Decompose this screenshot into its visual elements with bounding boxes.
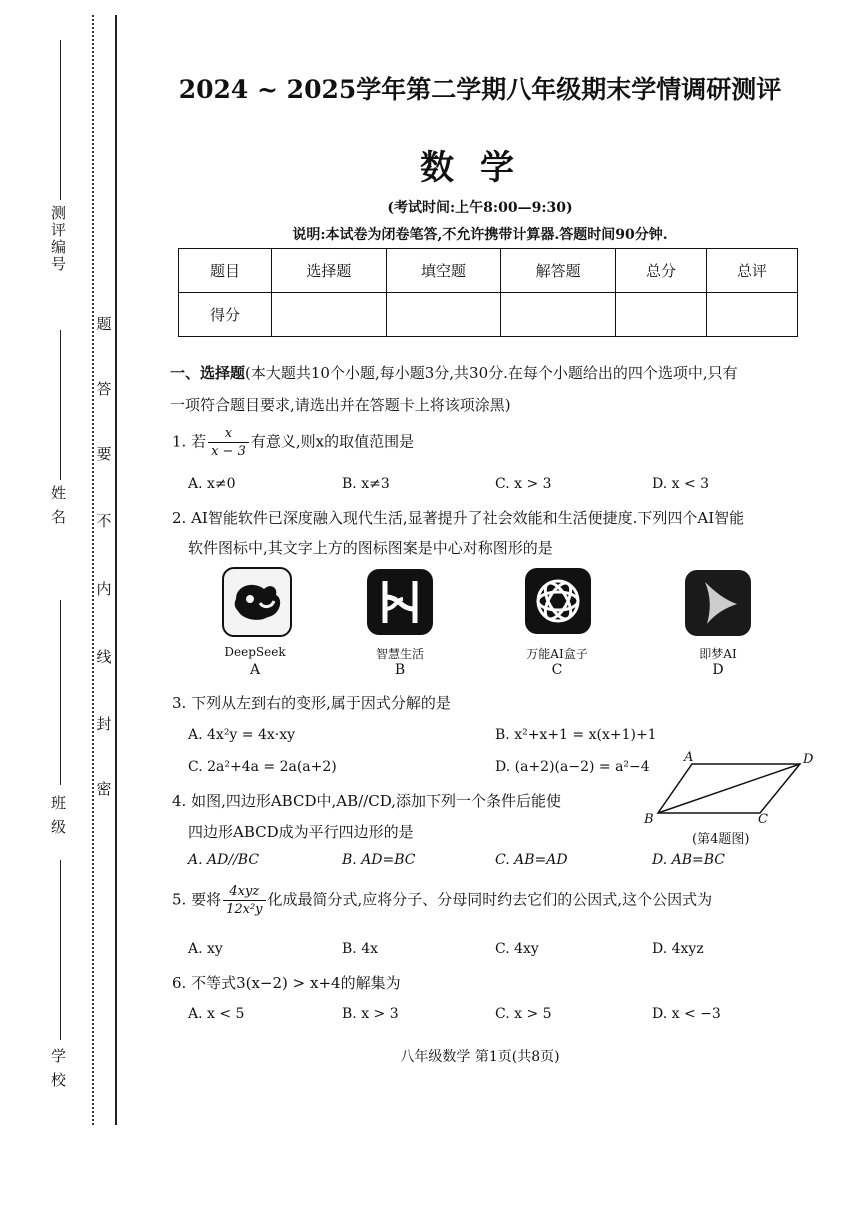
seal-char: 内 — [96, 580, 112, 598]
question-4-line2: 四边形ABCD成为平行四边形的是 — [188, 823, 414, 841]
option-letter: B — [394, 662, 406, 678]
page-footer: 八年级数学 第1页(共8页) — [400, 1049, 560, 1065]
field-label-test-number: 测评编号 — [49, 205, 67, 273]
q6-option-d[interactable]: D. x < −3 — [652, 1006, 721, 1022]
score-cell[interactable] — [707, 293, 798, 337]
field-label-name: 姓 名 — [49, 485, 67, 526]
vertex-label-c: C — [758, 812, 768, 827]
q5-option-a[interactable]: A. xy — [188, 941, 223, 957]
q4-option-d[interactable]: D. AB=BC — [652, 852, 726, 868]
h-logo-icon[interactable] — [367, 569, 433, 635]
q1-option-b[interactable]: B. x≠3 — [342, 476, 390, 492]
q1-option-d[interactable]: D. x < 3 — [652, 476, 710, 492]
table-cell: 解答题 — [501, 249, 616, 293]
q5-option-d[interactable]: D. 4xyz — [652, 941, 704, 957]
seal-char: 密 — [96, 780, 112, 798]
seal-char: 不 — [96, 512, 112, 530]
field-line-name — [60, 330, 61, 480]
score-cell[interactable] — [386, 293, 501, 337]
q1-fraction — [208, 425, 249, 460]
score-table-header-row — [179, 249, 798, 293]
fraction-numerator: 4xyz — [223, 883, 265, 901]
q5-prefix: 5. 要将 — [172, 890, 222, 909]
field-label-school: 学 校 — [49, 1048, 67, 1089]
vertex-label-a: A — [684, 750, 694, 765]
score-table-row — [179, 293, 798, 337]
table-cell: 选择题 — [272, 249, 387, 293]
binding-margin — [0, 0, 125, 1130]
fraction-denominator: 12x²y — [226, 902, 263, 917]
q3-option-a[interactable]: A. 4x²y = 4x·xy — [188, 727, 296, 743]
field-line-class — [60, 600, 61, 785]
option-letter: D — [712, 662, 724, 678]
vertex-label-b: B — [644, 812, 654, 827]
field-label-class: 班 级 — [49, 795, 67, 836]
q6-option-a[interactable]: A. x < 5 — [188, 1006, 245, 1022]
q1-option-c[interactable]: C. x > 3 — [495, 476, 552, 492]
table-cell: 得分 — [179, 293, 272, 337]
q1-suffix: 有意义,则x的取值范围是 — [250, 432, 415, 451]
whale-icon[interactable] — [222, 567, 292, 637]
question-2-line1: 2. AI智能软件已深度融入现代生活,显著提升了社会效能和生活便捷度.下列四个AI智能 — [172, 509, 745, 527]
icon-caption: DeepSeek — [224, 645, 286, 659]
q6-option-b[interactable]: B. x > 3 — [342, 1006, 399, 1022]
seal-char: 封 — [96, 715, 112, 733]
exam-note: 说明:本试卷为闭卷笔答,不允许携带计算器.答题时间90分钟. — [292, 227, 668, 243]
seal-char: 要 — [96, 445, 112, 463]
seal-char: 题 — [96, 315, 112, 333]
question-2-line2: 软件图标中,其文字上方的图标图案是中心对称图形的是 — [188, 539, 553, 557]
binding-solid-line — [115, 15, 117, 1125]
score-cell[interactable] — [616, 293, 707, 337]
exam-title: 2024 ~ 2025学年第二学期八年级期末学情调研测评 — [178, 75, 782, 104]
table-cell: 总评 — [707, 249, 798, 293]
q3-option-d[interactable]: D. (a+2)(a−2) = a²−4 — [495, 759, 650, 775]
icon-caption: 即梦AI — [699, 647, 737, 661]
table-cell: 总分 — [616, 249, 707, 293]
triangle-icon[interactable] — [685, 570, 751, 636]
section-desc-line2: 一项符合题目要求,请选出并在答题卡上将该项涂黑) — [170, 396, 511, 414]
field-line-test-number — [60, 40, 61, 200]
question-4-line1: 4. 如图,四边形ABCD中,AB//CD,添加下列一个条件后能使 — [172, 792, 561, 810]
icon-caption: 万能AI盒子 — [526, 647, 588, 661]
q5-option-b[interactable]: B. 4x — [342, 941, 378, 957]
question-5 — [172, 883, 712, 918]
diagonal-bd — [658, 764, 800, 813]
q5-option-c[interactable]: C. 4xy — [495, 941, 539, 957]
table-cell: 填空题 — [386, 249, 501, 293]
score-cell[interactable] — [501, 293, 616, 337]
q3-option-c[interactable]: C. 2a²+4a = 2a(a+2) — [188, 759, 337, 775]
fraction-denominator: x − 3 — [211, 444, 246, 459]
q1-option-a[interactable]: A. x≠0 — [188, 476, 236, 492]
knot-icon[interactable] — [525, 568, 591, 634]
figure-caption: (第4题图) — [692, 832, 750, 847]
icon-caption: 智慧生活 — [375, 647, 424, 661]
q3-option-b[interactable]: B. x²+x+1 = x(x+1)+1 — [495, 727, 657, 743]
question-1 — [172, 425, 414, 460]
field-line-school — [60, 860, 61, 1040]
q4-option-b[interactable]: B. AD=BC — [342, 852, 416, 868]
question-3: 3. 下列从左到右的变形,属于因式分解的是 — [172, 694, 451, 712]
section-header — [170, 362, 738, 383]
exam-time: (考试时间:上午8:00—9:30) — [387, 200, 573, 216]
q5-suffix: 化成最简分式,应将分子、分母同时约去它们的公因式,这个公因式为 — [267, 890, 713, 909]
fraction-numerator: x — [208, 425, 249, 443]
q4-option-c[interactable]: C. AB=AD — [495, 852, 568, 868]
score-table — [178, 248, 798, 337]
section-desc: (本大题共10个小题,每小题3分,共30分.在每个小题给出的四个选项中,只有 — [245, 364, 738, 382]
table-cell: 题目 — [179, 249, 272, 293]
option-letter: C — [551, 662, 563, 678]
q1-prefix: 1. 若 — [172, 432, 207, 451]
subject-title: 数学 — [420, 148, 540, 188]
seal-char: 答 — [96, 380, 112, 398]
score-cell[interactable] — [272, 293, 387, 337]
question-6: 6. 不等式3(x−2) > x+4的解集为 — [172, 974, 401, 992]
q4-figure — [640, 750, 820, 850]
vertex-label-d: D — [803, 752, 814, 767]
q5-fraction — [223, 883, 265, 918]
section-title: 一、选择题 — [170, 364, 246, 382]
dotted-seal-line — [92, 15, 94, 1125]
q4-option-a[interactable]: A. AD//BC — [188, 852, 260, 868]
option-letter: A — [249, 662, 261, 678]
seal-char: 线 — [96, 648, 112, 666]
q6-option-c[interactable]: C. x > 5 — [495, 1006, 552, 1022]
